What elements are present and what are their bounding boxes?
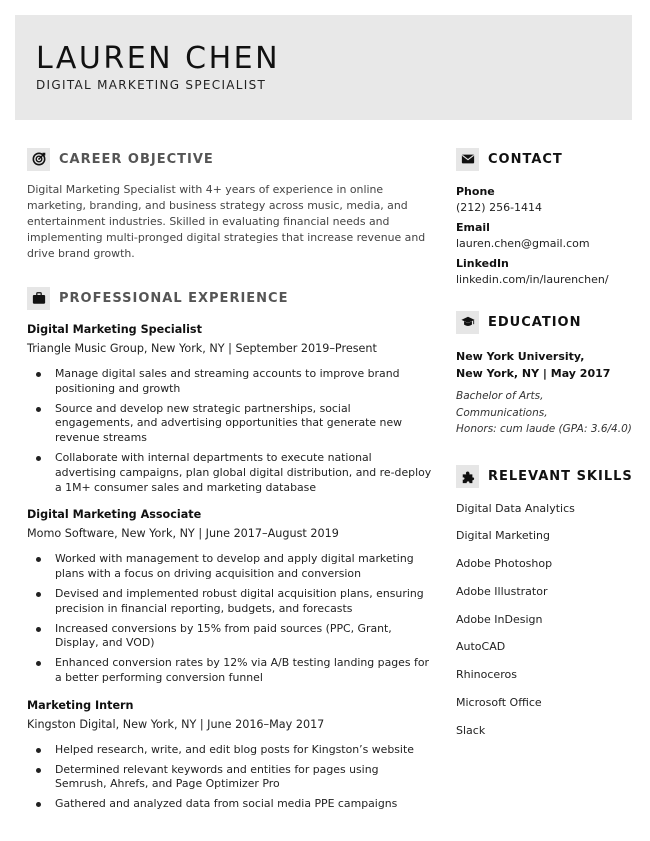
- list-item: Gathered and analyzed data from social media PPE campaigns: [27, 797, 432, 812]
- contact-list: [456, 184, 641, 288]
- candidate-title: DIGITAL MARKETING SPECIALIST: [36, 78, 267, 92]
- list-item: Adobe InDesign: [456, 612, 543, 626]
- experience-title: PROFESSIONAL EXPERIENCE: [59, 290, 289, 306]
- education-title: EDUCATION: [488, 314, 582, 330]
- job-bullets: [27, 743, 432, 812]
- list-item: Digital Marketing: [456, 529, 550, 543]
- experience-heading: [27, 286, 432, 310]
- list-item: Slack: [456, 723, 486, 737]
- job-entry: [27, 507, 432, 685]
- graduation-cap-icon: [456, 311, 479, 334]
- phone-value: (212) 256-1414: [456, 201, 543, 214]
- list-item: Microsoft Office: [456, 696, 542, 710]
- degree-line: Bachelor of Arts,: [456, 390, 544, 402]
- school-line: New York University,: [456, 350, 585, 363]
- target-icon: [27, 148, 50, 171]
- candidate-name: LAUREN CHEN: [36, 41, 281, 76]
- skills-heading: [456, 465, 641, 489]
- objective-text: Digital Marketing Specialist with 4+ years of experience in online marketing, branding, and business strategy across music, media, and entertainment industries. Skilled in evaluating financial needs and implementing multi-pronged digital strategies that increase revenue and drive brand growth.: [27, 183, 426, 260]
- job-title: Digital Marketing Associate: [27, 508, 202, 522]
- list-item: Digital Data Analytics: [456, 501, 575, 515]
- education-heading: [456, 310, 641, 334]
- linkedin-value[interactable]: linkedin.com/in/laurenchen/: [456, 273, 609, 286]
- resume-header: [15, 15, 632, 120]
- job-meta: Momo Software, New York, NY | June 2017–August 2019: [27, 527, 339, 541]
- email-value[interactable]: lauren.chen@gmail.com: [456, 237, 590, 250]
- job-entry: [27, 322, 432, 495]
- envelope-icon: [456, 148, 479, 171]
- job-title: Digital Marketing Specialist: [27, 323, 202, 336]
- list-item: Increased conversions by 15% from paid sources (PPC, Grant, Display, and VOD): [27, 622, 432, 652]
- school-line: New York, NY | May 2017: [456, 367, 611, 380]
- list-item: Determined relevant keywords and entities for pages using Semrush, Ahrefs, and Page Optimizer Pro: [27, 763, 432, 793]
- school-name: [456, 348, 641, 382]
- objective-title: CAREER OBJECTIVE: [59, 151, 214, 167]
- list-item: Enhanced conversion rates by 12% via A/B testing landing pages for a better performing conversion funnel: [27, 656, 432, 686]
- degree-details: [456, 388, 641, 438]
- linkedin-label: LinkedIn: [456, 257, 509, 270]
- list-item: Source and develop new strategic partnerships, social engagements, and advertising opportunities that generate new revenue streams: [27, 402, 432, 446]
- list-item: Collaborate with internal departments to execute national advertising campaigns, plan global digital distribution, and re-deploy a 1M+ consumer sales and marketing database: [27, 451, 432, 495]
- list-item: Adobe Photoshop: [456, 557, 553, 571]
- phone-label: Phone: [456, 185, 495, 198]
- job-bullets: [27, 552, 432, 685]
- main-column: [27, 147, 432, 817]
- list-item: Worked with management to develop and apply digital marketing plans with a focus on driving acquisition and conversion: [27, 552, 432, 582]
- objective-heading: [27, 147, 432, 171]
- job-bullets: [27, 367, 432, 495]
- list-item: Rhinoceros: [456, 668, 517, 682]
- list-item: Devised and implemented robust digital acquisition plans, ensuring precision in financial reporting, budgets, and forecasts: [27, 587, 432, 617]
- puzzle-icon: [456, 465, 479, 488]
- list-item: Manage digital sales and streaming accounts to improve brand positioning and growth: [27, 367, 432, 397]
- list-item: Adobe Illustrator: [456, 584, 548, 598]
- list-item: AutoCAD: [456, 640, 506, 654]
- skills-list: [456, 501, 641, 739]
- degree-line: Communications,: [456, 406, 548, 419]
- sidebar-column: [456, 147, 641, 751]
- list-item: Helped research, write, and edit blog posts for Kingston’s website: [27, 743, 432, 758]
- job-title: Marketing Intern: [27, 698, 134, 712]
- job-meta: Triangle Music Group, New York, NY | September 2019–Present: [27, 342, 377, 355]
- email-label: Email: [456, 221, 490, 234]
- skills-title: RELEVANT SKILLS: [488, 469, 633, 484]
- degree-line: Honors: cum laude (GPA: 3.6/4.0): [456, 423, 632, 435]
- contact-heading: [456, 147, 641, 171]
- job-meta: Kingston Digital, New York, NY | June 2016–May 2017: [27, 717, 325, 731]
- job-entry: [27, 698, 432, 812]
- briefcase-icon: [27, 287, 50, 310]
- contact-title: CONTACT: [488, 151, 563, 167]
